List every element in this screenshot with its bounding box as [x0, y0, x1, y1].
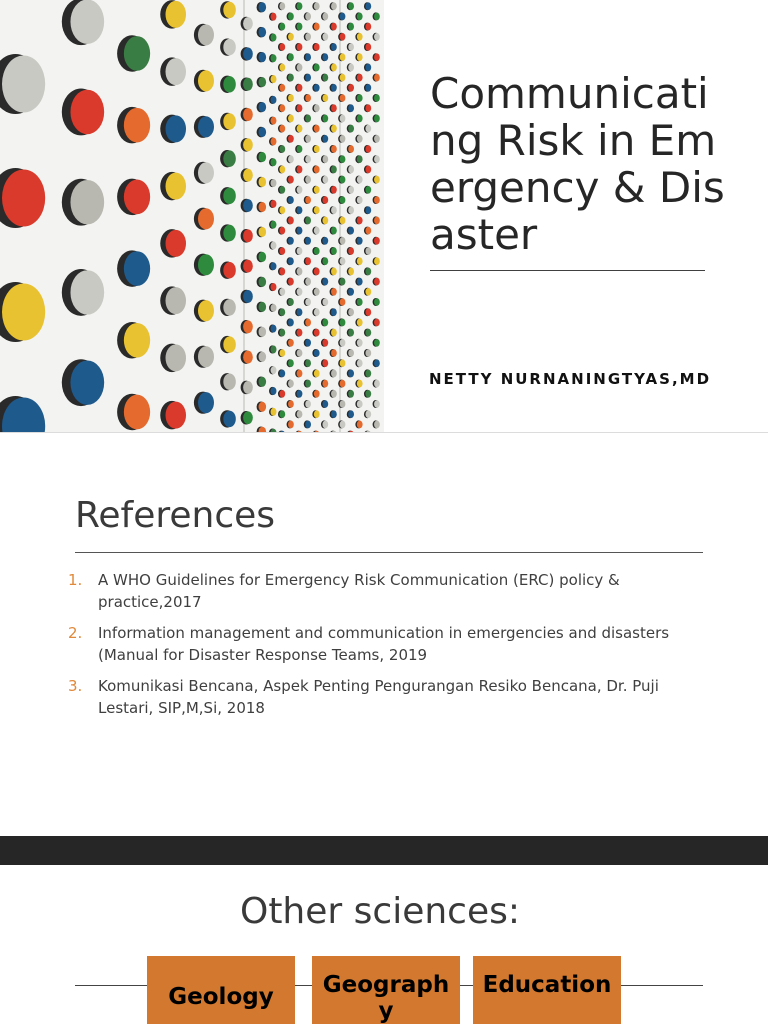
science-box-education: Education: [473, 956, 621, 1024]
perforated-wall-photo: [0, 0, 384, 432]
reference-text: Komunikasi Bencana, Aspek Penting Pengurangan Resiko Bencana, Dr. Puji Lestari, SIP,M,Si, 2018: [98, 677, 659, 717]
references-title: References: [75, 495, 276, 536]
cover-title: Communicating Risk in Emergency & Disaster: [430, 69, 725, 259]
other-sciences-slide: [0, 865, 768, 1024]
reference-text: A WHO Guidelines for Emergency Risk Communication (ERC) policy & practice,2017: [98, 571, 620, 611]
reference-item: [68, 623, 708, 666]
slide-gap-band: [0, 836, 768, 865]
science-box-geology: Geology: [147, 956, 295, 1024]
cover-author: NETTY NURNANINGTYAS,MD: [429, 370, 712, 388]
reference-item: [68, 570, 708, 613]
references-list: [68, 570, 708, 729]
title-divider: [430, 270, 705, 271]
reference-number: 1.: [68, 571, 83, 589]
reference-number: 3.: [68, 677, 83, 695]
cover-slide: [0, 0, 768, 432]
references-slide: [0, 433, 768, 836]
other-sciences-title: Other sciences:: [239, 891, 520, 932]
reference-text: Information management and communication in emergencies and disasters (Manual for Disaster Response Teams, 2019: [98, 624, 670, 664]
reference-item: [68, 676, 708, 719]
reference-number: 2.: [68, 624, 83, 642]
references-divider: [75, 552, 703, 553]
perforated-wall-image: [0, 0, 384, 432]
science-box-geography: Geography: [312, 956, 460, 1024]
